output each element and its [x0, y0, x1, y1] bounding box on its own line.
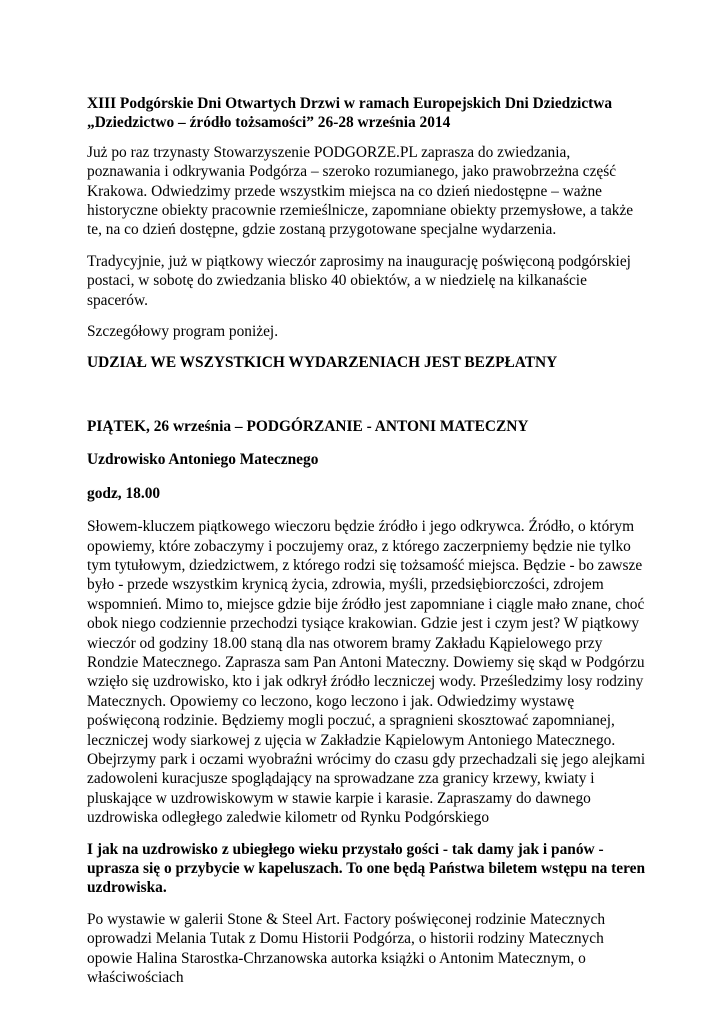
intro-paragraph: Już po raz trzynasty Stowarzyszenie PODGORZE.PL zaprasza do zwiedzania, poznawania i odkrywania Podgórza – szeroko rozumianego, jako prawobrzeżna część Krakowa. Odwiedzimy przede wszystkim miejsca na co dzień niedostępne – ważne historyczne obiekty pracownie rzemieślnicze, zapomniane obiekty przemysłowe, a także te, na co dzień dostępne, gdzie zostaną przygotowane specjalne wydarzenia.: [87, 143, 634, 239]
closing-paragraph: Po wystawie w galerii Stone & Steel Art. Factory poświęconej rodzinie Matecznych oprowadzi Melania Tutak z Domu Historii Podgórza, o historii rodziny Matecznych opowie Halina Starostka-Chrzanowska autorka książki o Antonim Matecznym, o właściwościach: [87, 910, 606, 987]
day-heading: PIĄTEK, 26 września – PODGÓRZANIE - ANTONI MATECZNY: [87, 417, 529, 435]
event-time: godz, 18.00: [87, 484, 161, 502]
tradition-paragraph: Tradycyjnie, już w piątkowy wieczór zaprosimy na inaugurację poświęconą podgórskiej postaci, w sobotę do zwiedzania blisko 40 obiektów, a w niedzielę na kilkanaście spacerów.: [87, 252, 631, 309]
document-title-line-2: „Dziedzictwo – źródło tożsamości” 26-28 września 2014: [87, 114, 451, 132]
venue-heading: Uzdrowisko Antoniego Matecznego: [87, 451, 319, 469]
hats-notice: I jak na uzdrowisko z ubiegłego wieku przystało gości - tak damy jak i panów - uprasza się o przybycie w kapeluszach. To one będą Państwa biletem wstępu na teren uzdrowiska.: [87, 840, 646, 897]
event-description: Słowem-kluczem piątkowego wieczoru będzie źródło i jego odkrywca. Źródło, o którym opowiemy, które zobaczymy i poczujemy oraz, z którego zaczerpniemy będzie nie tylko tym tytułowym, dziedzictwem, z którego rodzi się tożsamość miejsca. Będzie - bo zawsze było - przede wszystkim krynicą życia, zdrowia, myśli, przedsiębiorczości, zdrojem wspomnień. Mimo to, miejsce gdzie bije źródło jest zapomniane i ciągle mało znane, choć obok niego codziennie przechodzi tysiące krakowian. Gdzie jest i czym jest? W piątkowy wieczór od godziny 18.00 staną dla nas otworem bramy Zakładu Kąpielowego przy Rondzie Matecznego. Zaprasza sam Pan Antoni Mateczny. Dowiemy się skąd w Podgórzu wzięło się uzdrowisko, kto i jak odkrył źródło leczniczej wody. Prześledzimy losy rodziny Matecznych. Opowiemy co leczono, kogo leczono i jak. Odwiedzimy wystawę poświęconą rodzinie. Będziemy mogli poczuć, a spragnieni skosztować zapomnianej, leczniczej wody siarkowej z ujęcia w Zakładzie Kąpielowym Antoniego Matecznego. Obejrzymy park i oczami wyobraźni wrócimy do czasu gdy przechadzali się jego alejkami zadowoleni kuracjusze spoglądający na sprowadzane zza granicy krzewy, kwiaty i pluskające w uzdrowiskowym w stawie karpie i karasie. Zapraszamy do dawnego uzdrowiska odległego zaledwie kilometr od Rynku Podgórskiego: [87, 518, 646, 827]
program-note: Szczegółowy program poniżej.: [87, 323, 279, 341]
free-participation-notice: UDZIAŁ WE WSZYSTKICH WYDARZENIACH JEST BEZPŁATNY: [87, 354, 558, 372]
document-title-line-1: XIII Podgórskie Dni Otwartych Drzwi w ramach Europejskich Dni Dziedzictwa: [87, 95, 613, 112]
document-page: [87, 94, 647, 987]
